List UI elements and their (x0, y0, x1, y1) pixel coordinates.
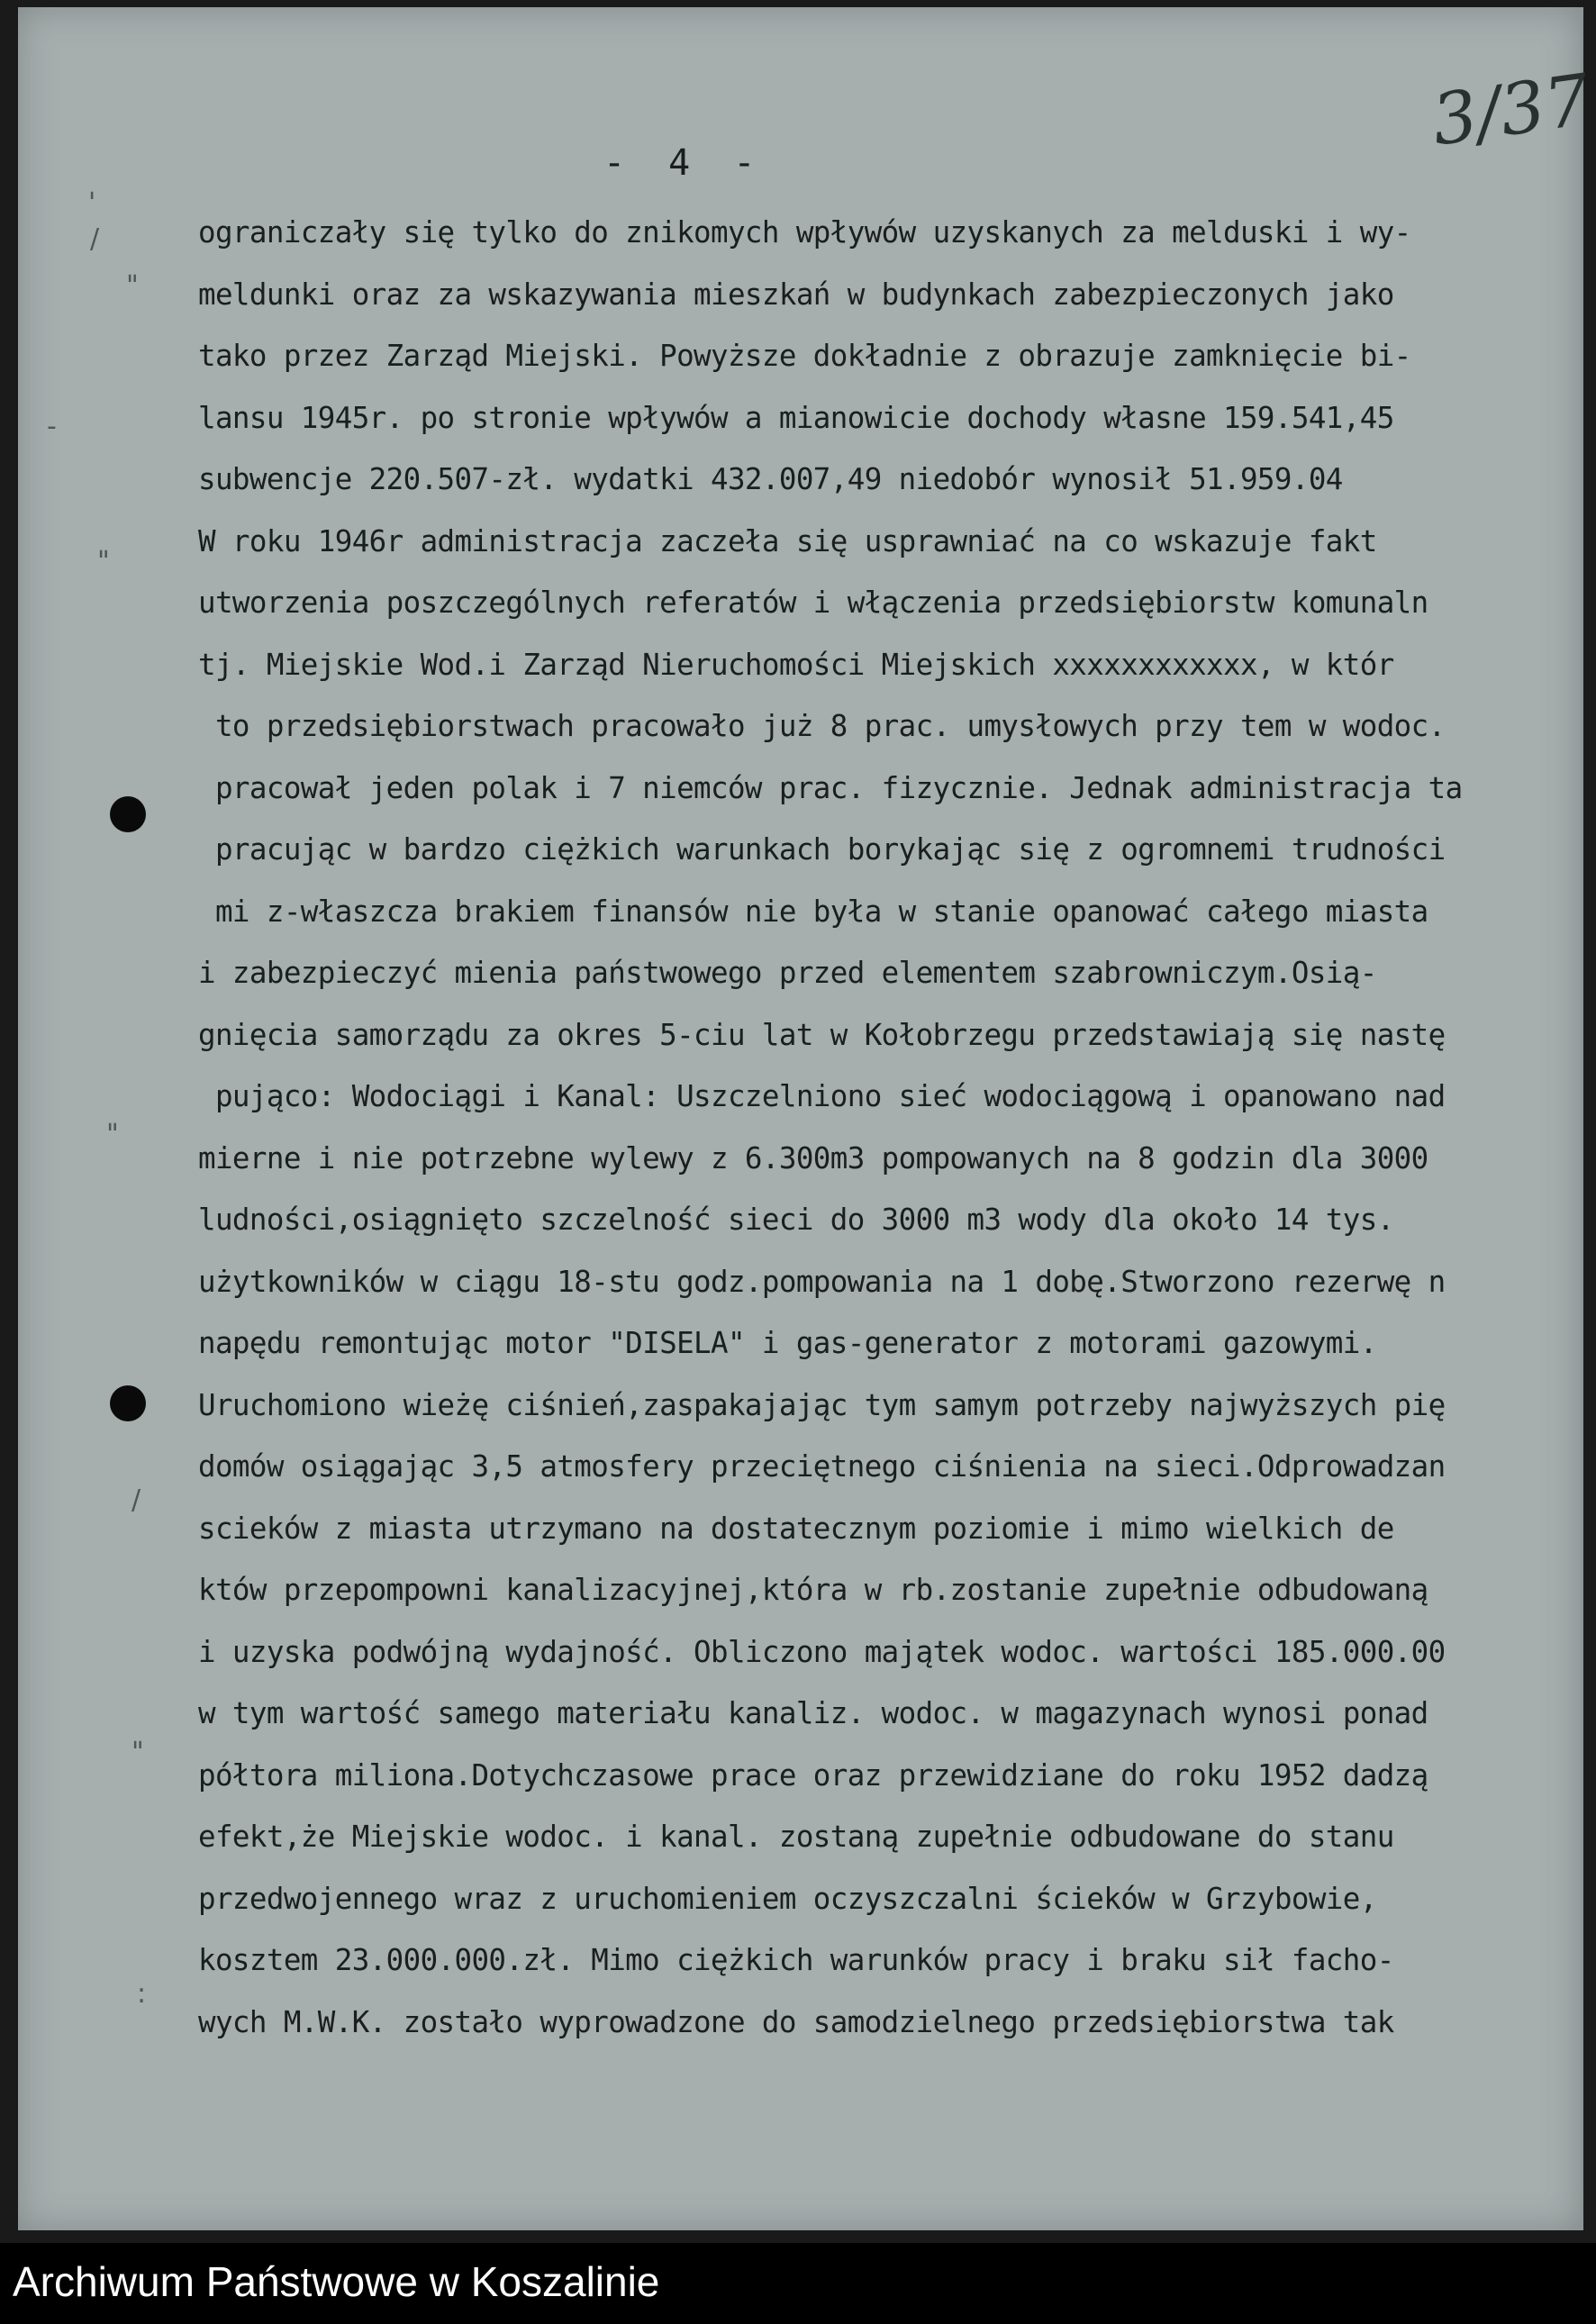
margin-mark: - (47, 411, 57, 442)
text-line: efekt,że Miejskie wodoc. i kanal. zostaną zupełnie odbudowane do stanu (198, 1820, 1394, 1854)
margin-mark: / (90, 223, 100, 255)
text-line: półtora miliona.Dotychczasowe prace oraz przewidziane do roku 1952 dadzą (198, 1757, 1428, 1793)
archive-name: Archiwum Państwowe w Koszalinie (13, 2258, 660, 2305)
margin-mark: ' (88, 187, 96, 219)
text-line: tj. Miejskie Wod.i Zarząd Nieruchomości Miejskich xxxxxxxxxxxx, w któr (198, 647, 1394, 682)
margin-mark: " (126, 270, 139, 302)
text-line: kosztem 23.000.000.zł. Mimo ciężkich warunków pracy i braku sił facho- (198, 1943, 1394, 1977)
punch-hole (110, 796, 146, 832)
typed-body-text (198, 202, 1567, 2053)
text-line: domów osiągając 3,5 atmosfery przeciętnego ciśnienia na sieci.Odprowadzan (198, 1449, 1446, 1484)
margin-mark: " (106, 1119, 119, 1150)
text-line: napędu remontując motor "DISELA" i gas-generator z motorami gazowymi. (198, 1326, 1377, 1360)
text-line: to przedsiębiorstwach pracowało już 8 prac. umysłowych przy tem w wodoc. (198, 709, 1446, 743)
text-line: przedwojennego wraz z uruchomieniem oczyszczalni ścieków w Grzybowie, (198, 1881, 1377, 1916)
text-line: mi z-właszcza brakiem finansów nie była w stanie opanować całego miasta (198, 894, 1428, 929)
margin-mark: " (131, 1737, 144, 1768)
page-number: - 4 - (603, 142, 766, 184)
margin-mark: : (137, 1978, 147, 2010)
text-line: meldunki oraz za wskazywania mieszkań w budynkach zabezpieczonych jako (198, 277, 1394, 312)
text-line: subwencje 220.507-zł. wydatki 432.007,49 niedobór wynosił 51.959.04 (198, 462, 1343, 496)
text-line: ludności,osiągnięto szczelność sieci do 3000 m3 wody dla około 14 tys. (198, 1203, 1394, 1237)
text-line: i uzyska podwójną wydajność. Obliczono majątek wodoc. wartości 185.000.00 (198, 1634, 1446, 1669)
text-line: utworzenia poszczególnych referatów i włączenia przedsiębiorstw komunaln (198, 586, 1428, 620)
text-line: pracował jeden polak i 7 niemców prac. fizycznie. Jednak administracja ta (198, 770, 1463, 805)
text-line: gnięcia samorządu za okres 5-ciu lat w Kołobrzegu przedstawiają się nastę (198, 1017, 1446, 1052)
paper-sheet (18, 7, 1595, 2230)
text-line: tako przez Zarząd Miejski. Powyższe dokładnie z obrazuje zamknięcie bi- (198, 339, 1411, 373)
text-line: lansu 1945r. po stronie wpływów a mianowicie dochody własne 159.541,45 (198, 400, 1394, 435)
text-line: pująco: Wodociągi i Kanal: Uszczelniono sieć wodociągową i opanowano nad (198, 1079, 1446, 1113)
text-line: Uruchomiono wieżę ciśnień,zaspakajając tym samym potrzeby najwyższych pię (198, 1387, 1446, 1422)
text-line: wych M.W.K. zostało wyprowadzone do samodzielnego przedsiębiorstwa tak (198, 2004, 1394, 2039)
text-line: użytkowników w ciągu 18-stu godz.pompowania na 1 dobę.Stworzono rezerwę n (198, 1264, 1446, 1299)
archive-footer-bar (0, 2243, 1596, 2324)
text-line: ograniczały się tylko do znikomych wpływów uzyskanych za melduski i wy- (198, 215, 1411, 250)
folio-number: 3/37 (1427, 59, 1595, 162)
text-line: scieków z miasta utrzymano na dostatecznym poziomie i mimo wielkich de (198, 1511, 1394, 1546)
margin-mark: " (97, 546, 110, 577)
text-line: któw przepompowni kanalizacyjnej,która w rb.zostanie zupełnie odbudowaną (198, 1573, 1428, 1607)
text-line: w tym wartość samego materiału kanaliz. wodoc. w magazynach wynosi ponad (198, 1696, 1428, 1730)
text-line: W roku 1946r administracja zaczeła się usprawniać na co wskazuje fakt (198, 523, 1377, 558)
text-line: pracując w bardzo ciężkich warunkach borykając się z ogromnemi trudności (198, 832, 1446, 867)
text-line: i zabezpieczyć mienia państwowego przed elementem szabrowniczym.Osią- (198, 956, 1377, 990)
punch-hole (110, 1385, 146, 1421)
text-line: mierne i nie potrzebne wylewy z 6.300m3 pompowanych na 8 godzin dla 3000 (198, 1140, 1428, 1176)
margin-mark: / (131, 1484, 141, 1516)
